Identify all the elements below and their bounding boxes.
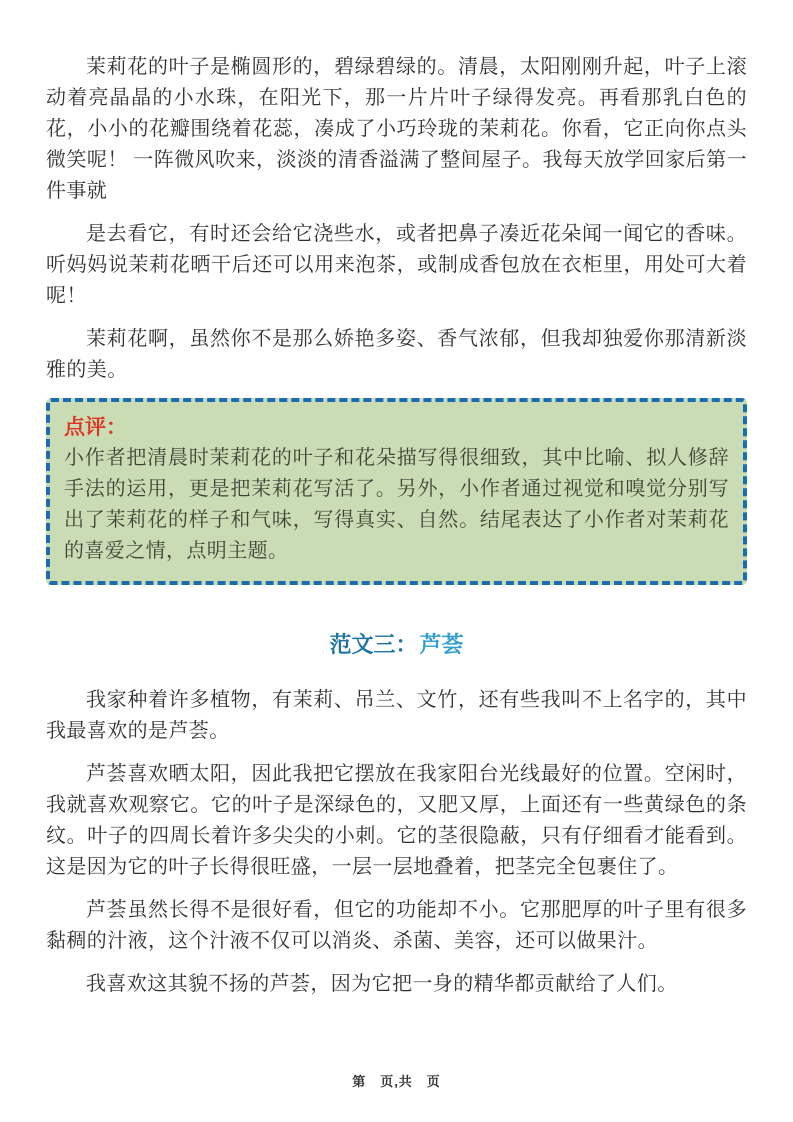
essay1-paragraph-2: 是去看它，有时还会给它浇些水，或者把鼻子凑近花朵闻一闻它的香味。听妈妈说茉莉花晒干后还可以用来泡茶，或制成香包放在衣柜里，用处可大着呢！	[46, 223, 747, 307]
essay1-paragraph-1: 茉莉花的叶子是椭圆形的，碧绿碧绿的。清晨，太阳刚刚升起，叶子上滚动着亮晶晶的小水珠，在阳光下，那一片片叶子绿得发亮。再看那乳白色的花，小小的花瓣围绕着花蕊，凑成了小巧玲珑的茉莉花。你看，它正向你点头微笑呢！ 一阵微风吹来，淡淡的清香溢满了整间屋子。我每天放学回家后第一件事就	[46, 56, 747, 202]
essay2-paragraph-3: 芦荟虽然长得不是很好看，但它的功能却不小。它那肥厚的叶子里有很多黏稠的汁液，这个汁液不仅可以消炎、杀菌、美容，还可以做果汁。	[46, 899, 747, 952]
comment-text: 小作者把清晨时茉莉花的叶子和花朵描写得很细致，其中比喻、拟人修辞手法的运用，更是把茉莉花写活了。另外，小作者通过视觉和嗅觉分别写出了茉莉花的样子和气味，写得真实、自然。结尾表达了小作者对茉莉花的喜爱之情，点明主题。	[64, 447, 729, 562]
essay1-paragraph-3: 茉莉花啊，虽然你不是那么娇艳多姿、香气浓郁，但我却独爱你那清新淡雅的美。	[46, 328, 747, 381]
comment-label: 点评：	[64, 416, 127, 439]
section-heading-prefix: 范文三：	[329, 632, 418, 657]
essay2-paragraph-1: 我家种着许多植物，有茉莉、吊兰、文竹，还有些我叫不上名字的，其中我最喜欢的是芦荟。	[46, 689, 747, 742]
essay2-paragraph-2: 芦荟喜欢晒太阳，因此我把它摆放在我家阳台光线最好的位置。空闲时，我就喜欢观察它。它的叶子是深绿色的，又肥又厚，上面还有一些黄绿色的条纹。叶子的四周长着许多尖尖的小刺。它的茎很隐蔽，只有仔细看才能看到。这是因为它的叶子长得很旺盛，一层一层地叠着，把茎完全包裹住了。	[46, 763, 747, 878]
comment-box	[46, 398, 747, 585]
section-heading	[46, 631, 747, 659]
essay2-paragraph-4: 我喜欢这其貌不扬的芦荟，因为它把一身的精华都贡献给了人们。	[86, 973, 678, 995]
section-heading-title: 芦荟	[419, 632, 464, 657]
page-footer: 第 页,共 页	[352, 1074, 441, 1089]
